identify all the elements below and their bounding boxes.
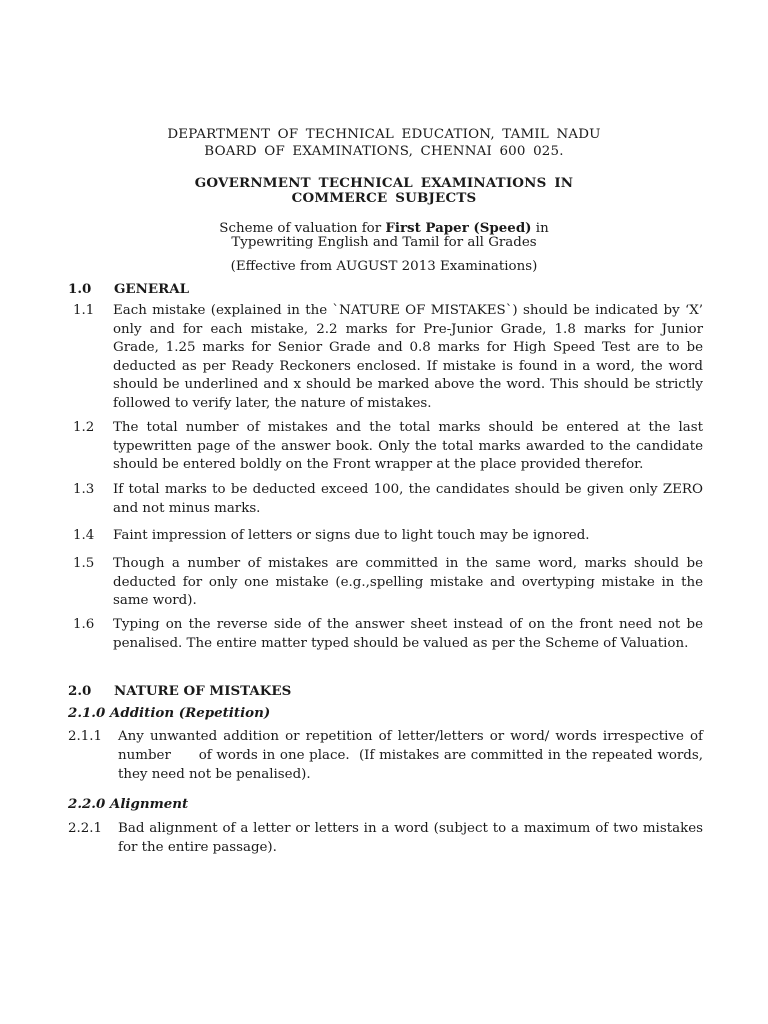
general-item	[73, 302, 703, 413]
general-item	[73, 419, 703, 475]
item-text: Though a number of mistakes are committed in the same word, marks should be deducted for only one mistake (e.g.,spelling mistake and overtyping mistake in the same word).	[113, 556, 703, 608]
subsection-addition-heading: 2.1.0 Addition (Repetition)	[68, 705, 271, 721]
department-line: DEPARTMENT OF TECHNICAL EDUCATION, TAMIL NADU	[167, 127, 601, 142]
section-general-heading	[68, 281, 189, 297]
item-number: 1.1	[73, 303, 95, 318]
section-title: GENERAL	[114, 281, 190, 297]
title-line-2: COMMERCE SUBJECTS	[291, 190, 477, 206]
title-line-1: GOVERNMENT TECHNICAL EXAMINATIONS IN	[194, 175, 574, 191]
item-text: Faint impression of letters or signs due to light touch may be ignored.	[113, 528, 590, 543]
section-title: NATURE OF MISTAKES	[114, 683, 292, 699]
scheme-paper: First Paper (Speed)	[385, 220, 532, 236]
effective-line: (Effective from AUGUST 2013 Examinations)	[230, 259, 538, 274]
item-number: 1.6	[73, 617, 95, 632]
general-item	[73, 527, 703, 546]
item-number: 2.1.1	[68, 729, 103, 744]
item-number: 1.4	[73, 528, 95, 543]
item-text: Any unwanted addition or repetition of letter/letters or word/ words irrespective of number of words in one place. (If mistakes are committed in the repeated words, they need not be penalised).	[118, 729, 708, 782]
section-nature-heading	[68, 683, 291, 699]
subsection-alignment-heading: 2.2.0 Alignment	[68, 796, 189, 812]
scheme-suffix: in	[531, 221, 549, 236]
item-number: 2.2.1	[68, 821, 103, 836]
board-line: BOARD OF EXAMINATIONS, CHENNAI 600 025.	[204, 144, 564, 159]
item-text: The total number of mistakes and the total marks should be entered at the last typewritten page of the answer book. Only the total marks awarded to the candidate should be entered boldly on the Front wrapper at the place provided therefor.	[113, 420, 703, 472]
scheme-line-2: Typewriting English and Tamil for all Grades	[231, 235, 537, 250]
item-text: Typing on the reverse side of the answer sheet instead of on the front need not be penalised. The entire matter typed should be valued as per the Scheme of Valuation.	[113, 617, 703, 651]
scheme-line-1	[0, 220, 768, 236]
addition-item	[68, 727, 708, 784]
section-number: 2.0	[68, 683, 92, 699]
general-item	[73, 481, 703, 518]
section-number: 1.0	[68, 281, 92, 297]
item-number: 1.2	[73, 420, 95, 435]
item-number: 1.3	[73, 482, 95, 497]
item-text: Each mistake (explained in the `NATURE OF MISTAKES`) should be indicated by ‘X’ only and for each mistake, 2.2 marks for Pre-Junior Grade, 1.8 marks for Junior Grade, 1.25 marks for Senior Grade and 0.8 marks for High Speed Test are to be deducted as per Ready Reckoners enclosed. If mistake is found in a word, the word should be underlined and x should be marked above the word. This should be strictly followed to verify later, the nature of mistakes.	[113, 303, 703, 411]
general-item	[73, 555, 703, 611]
alignment-item	[68, 819, 703, 857]
scheme-prefix: Scheme of valuation for	[219, 221, 386, 236]
item-text: Bad alignment of a letter or letters in a word (subject to a maximum of two mistakes for the entire passage).	[118, 821, 703, 855]
general-item	[73, 616, 703, 653]
item-text: If total marks to be deducted exceed 100, the candidates should be given only ZERO and not minus marks.	[113, 482, 703, 516]
item-number: 1.5	[73, 556, 95, 571]
